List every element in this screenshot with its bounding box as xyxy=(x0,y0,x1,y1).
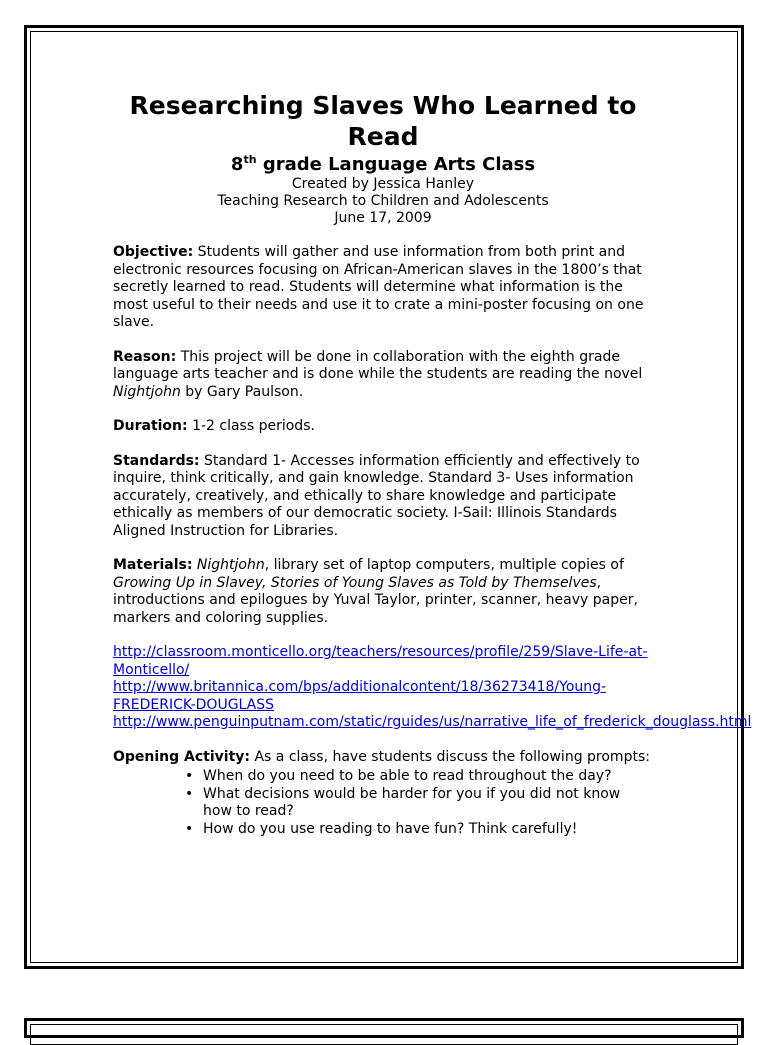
prompt-text: When do you need to be able to read throughout the day? xyxy=(203,768,612,784)
materials-book-2: Growing Up in Slavey, Stories of Young Slaves as Told by Themselves xyxy=(113,574,597,591)
bullet-icon: • xyxy=(185,820,194,837)
prompt-list xyxy=(113,768,653,838)
author-line: Created by Jessica Hanley xyxy=(291,176,475,192)
duration-label: Duration: xyxy=(113,418,188,434)
opening-activity-paragraph xyxy=(113,749,653,767)
objective-text: Students will gather and use information from both print and electronic resources focusing on African-American slaves in the 1800’s that secretly learned to read. Students will determine what information is the most useful to their needs and use it to crate a mini-poster focusing on one slave. xyxy=(113,244,644,330)
reason-text-before: This project will be done in collaboration with the eighth grade language arts teacher and is done while the students are reading the novel xyxy=(113,348,643,382)
opening-activity-label: Opening Activity: xyxy=(113,748,251,765)
standards-paragraph xyxy=(113,453,653,541)
next-page-border xyxy=(24,1018,744,1038)
duration-paragraph xyxy=(113,418,653,436)
list-item xyxy=(185,820,653,839)
duration-text: 1-2 class periods. xyxy=(187,418,315,434)
document-content xyxy=(113,90,752,838)
date-line: June 17, 2009 xyxy=(334,210,432,226)
bullet-icon: • xyxy=(185,785,194,802)
document-subtitle xyxy=(113,154,653,176)
materials-text-1: , library set of laptop computers, multiple copies of xyxy=(264,557,624,573)
link-monticello[interactable]: http://classroom.monticello.org/teachers/resources/profile/259/Slave-Life-at-Monticello/ xyxy=(113,644,648,678)
prompt-text: How do you use reading to have fun? Think carefully! xyxy=(203,820,578,837)
list-item xyxy=(185,785,653,821)
prompt-text: What decisions would be harder for you if you did not know how to read? xyxy=(203,785,621,819)
document-title: Researching Slaves Who Learned to Read xyxy=(129,91,637,151)
objective-paragraph xyxy=(113,244,653,332)
standards-text: Standard 1- Accesses information efficiently and effectively to inquire, think critically, and gain knowledge. Standard 3- Uses information accurately, creatively, and ethically to share knowledge and participate ethically as members of our democratic society. I-Sail: Illinois Standards Aligned Instruction for Libraries. xyxy=(113,452,640,539)
link-penguin[interactable]: http://www.penguinputnam.com/static/rguides/us/narrative_life_of_frederick_douglass.html xyxy=(113,714,752,730)
reason-label: Reason: xyxy=(113,348,177,365)
standards-label: Standards: xyxy=(113,452,200,469)
materials-label: Materials: xyxy=(113,557,193,573)
materials-text-2: , introductions and epilogues by Yuval Taylor, printer, scanner, heavy paper, markers and coloring supplies. xyxy=(113,574,638,626)
reason-text-after: by Gary Paulson. xyxy=(180,383,304,400)
opening-activity-text: As a class, have students discuss the following prompts: xyxy=(250,748,650,765)
list-item xyxy=(185,768,653,786)
materials-paragraph xyxy=(113,557,653,627)
link-britannica[interactable]: http://www.britannica.com/bps/additionalcontent/18/36273418/Young-FREDERICK-DOUGLASS xyxy=(113,679,607,713)
reason-book-title: Nightjohn xyxy=(113,383,181,400)
grade-number: 8 xyxy=(230,154,244,175)
bullet-icon: • xyxy=(185,768,194,784)
materials-book-1: Nightjohn xyxy=(196,557,265,573)
reason-paragraph xyxy=(113,349,653,402)
subtitle-rest: grade Language Arts Class xyxy=(256,154,536,175)
resource-links xyxy=(113,644,752,732)
course-line: Teaching Research to Children and Adolescents xyxy=(217,193,549,209)
grade-suffix: th xyxy=(243,153,257,166)
objective-label: Objective: xyxy=(113,244,194,260)
